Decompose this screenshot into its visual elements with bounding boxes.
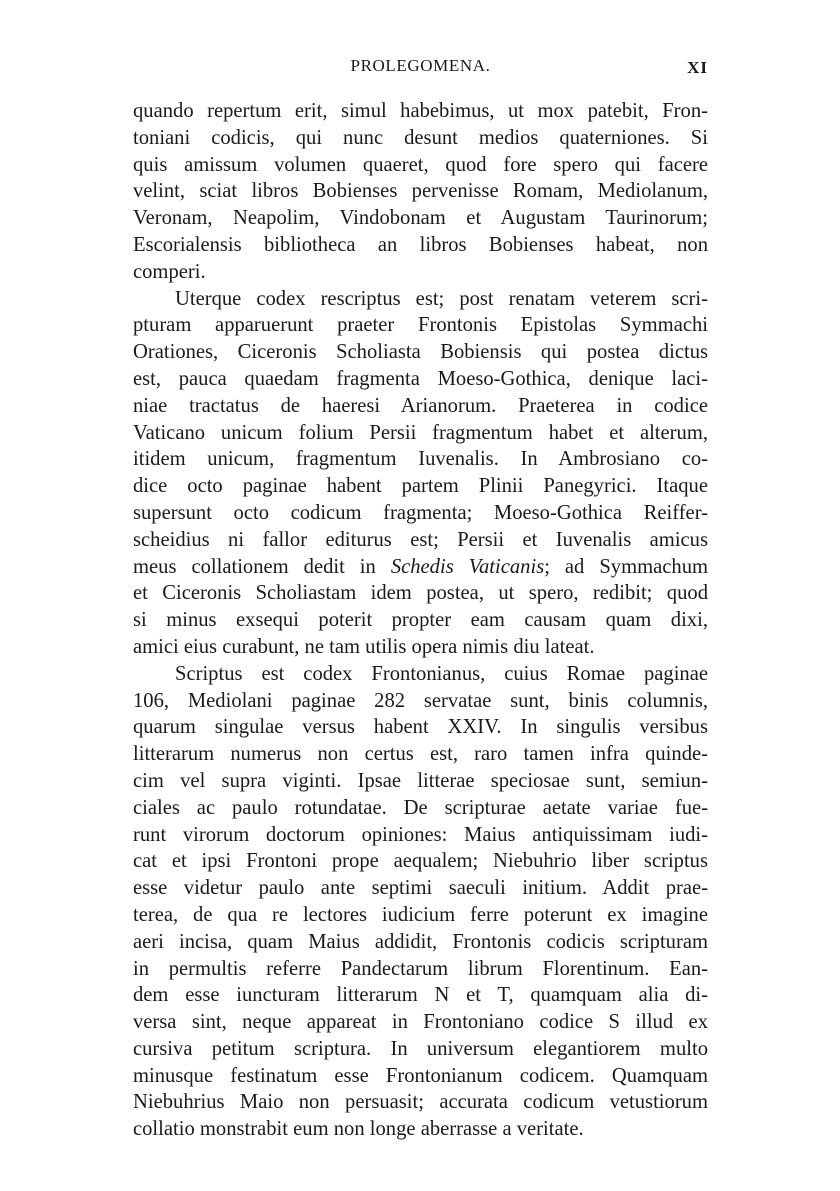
line-text: 106, Mediolani paginae 282 servatae sunt, binis columnis, <box>133 689 708 712</box>
text-line <box>133 822 708 849</box>
line-text: terea, de qua re lectores iudicium ferre poterunt ex imagine <box>133 903 708 926</box>
line-text: est, pauca quaedam fragmenta Moeso-Gothica, denique laci- <box>133 367 708 390</box>
text-line <box>133 1036 708 1063</box>
line-text: velint, sciat libros Bobienses pervenisse Romam, Mediolanum, <box>133 180 708 203</box>
text-line <box>133 929 708 956</box>
line-text: cat et ipsi Frontoni prope aequalem; Niebuhrio liber scriptus <box>133 850 708 873</box>
line-text: si minus exsequi poterit propter eam causam quam dixi, <box>133 609 708 632</box>
text-line <box>133 1063 708 1090</box>
text-line <box>133 393 708 420</box>
text-line <box>133 607 708 634</box>
text-line <box>133 554 708 581</box>
line-text: Escorialensis bibliotheca an libros Bobienses habeat, non <box>133 233 708 256</box>
line-text: ciales ac paulo rotundatae. De scripturae aetate variae fue- <box>133 796 708 819</box>
running-title: PROLEGOMENA. <box>350 56 491 75</box>
line-text: esse videtur paulo ante septimi saeculi initium. Addit prae- <box>133 877 708 900</box>
line-text: scheidius ni fallor editurus est; Persii et Iuvenalis amicus <box>133 528 708 551</box>
line-text: amici eius curabunt, ne tam utilis opera nimis diu lateat. <box>133 635 595 658</box>
line-text: minusque festinatum esse Frontonianum codicem. Quamquam <box>133 1064 708 1087</box>
text-line <box>133 795 708 822</box>
line-text-tail: ; ad Symmachum <box>544 555 709 578</box>
line-text: dem esse iuncturam litterarum N et T, quamquam alia di- <box>133 984 708 1007</box>
line-text: aeri incisa, quam Maius addidit, Frontonis codicis scripturam <box>133 930 708 953</box>
body-text <box>133 98 708 1143</box>
line-text: itidem unicum, fragmentum Iuvenalis. In Ambrosiano co- <box>133 448 708 471</box>
line-text: Scriptus est codex Frontonianus, cuius Romae paginae <box>175 662 708 685</box>
text-line <box>133 152 708 179</box>
text-line <box>133 259 708 286</box>
line-text: Vaticano unicum folium Persii fragmentum habet et alterum, <box>133 421 708 444</box>
text-line <box>133 339 708 366</box>
line-text: collatio monstrabit eum non longe aberrasse a veritate. <box>133 1118 584 1141</box>
line-text: quis amissum volumen quaeret, quod fore spero qui facere <box>133 153 708 176</box>
line-text: Niebuhrius Maio non persuasit; accurata codicum vetustiorum <box>133 1091 708 1114</box>
paragraph <box>133 286 708 661</box>
line-text: meus collationem dedit in <box>133 555 391 578</box>
italic-title: Schedis Vaticanis <box>390 555 545 578</box>
text-line <box>133 661 708 688</box>
text-line <box>133 1009 708 1036</box>
text-line <box>133 956 708 983</box>
text-line <box>133 982 708 1009</box>
line-text: litterarum numerus non certus est, raro tamen infra quinde- <box>133 743 708 766</box>
text-line <box>133 875 708 902</box>
line-text: quando repertum erit, simul habebimus, ut mox patebit, Fron- <box>133 100 708 122</box>
line-text: Orationes, Ciceronis Scholiasta Bobiensis qui postea dictus <box>133 341 708 364</box>
line-text: cursiva petitum scriptura. In universum elegantiorem multo <box>133 1037 708 1060</box>
text-line <box>133 500 708 527</box>
paragraph <box>133 98 708 286</box>
text-line <box>133 848 708 875</box>
text-line <box>133 580 708 607</box>
text-line <box>133 714 708 741</box>
line-text: Veronam, Neapolim, Vindobonam et Augustam Taurinorum; <box>133 207 708 230</box>
text-line <box>133 1089 708 1116</box>
text-line <box>133 366 708 393</box>
text-line <box>133 286 708 313</box>
text-line <box>133 1116 708 1143</box>
running-head <box>133 56 708 86</box>
text-line <box>133 473 708 500</box>
line-text: comperi. <box>133 260 206 283</box>
text-line <box>133 205 708 232</box>
line-text: cim vel supra viginti. Ipsae litterae speciosae sunt, semiun- <box>133 769 708 792</box>
line-text: toniani codicis, qui nunc desunt medios quaterniones. Si <box>133 126 708 149</box>
line-text: et Ciceronis Scholiastam idem postea, ut spero, redibit; quod <box>133 582 708 605</box>
text-line <box>133 312 708 339</box>
text-line <box>133 98 708 125</box>
text-line <box>133 902 708 929</box>
line-text: in permultis referre Pandectarum librum Florentinum. Ean- <box>133 957 708 980</box>
text-line <box>133 178 708 205</box>
line-text: supersunt octo codicum fragmenta; Moeso-Gothica Reiffer- <box>133 501 708 524</box>
page-number: XI <box>687 58 708 77</box>
line-text: quarum singulae versus habent XXIV. In singulis versibus <box>133 716 708 739</box>
line-text: pturam apparuerunt praeter Frontonis Epistolas Symmachi <box>133 314 708 337</box>
text-line <box>133 420 708 447</box>
line-text: runt virorum doctorum opiniones: Maius antiquissimam iudi- <box>133 823 708 846</box>
text-line <box>133 232 708 259</box>
text-line <box>133 768 708 795</box>
text-line <box>133 125 708 152</box>
line-text: dice octo paginae habent partem Plinii Panegyrici. Itaque <box>133 475 708 498</box>
text-line <box>133 741 708 768</box>
text-line <box>133 688 708 715</box>
text-line <box>133 527 708 554</box>
line-text: Uterque codex rescriptus est; post renatam veterem scri- <box>175 287 708 310</box>
line-text: niae tractatus de haeresi Arianorum. Praeterea in codice <box>133 394 708 417</box>
line-text: versa sint, neque appareat in Frontoniano codice S illud ex <box>133 1011 708 1034</box>
paragraph <box>133 661 708 1143</box>
text-line <box>133 634 708 661</box>
text-line <box>133 446 708 473</box>
